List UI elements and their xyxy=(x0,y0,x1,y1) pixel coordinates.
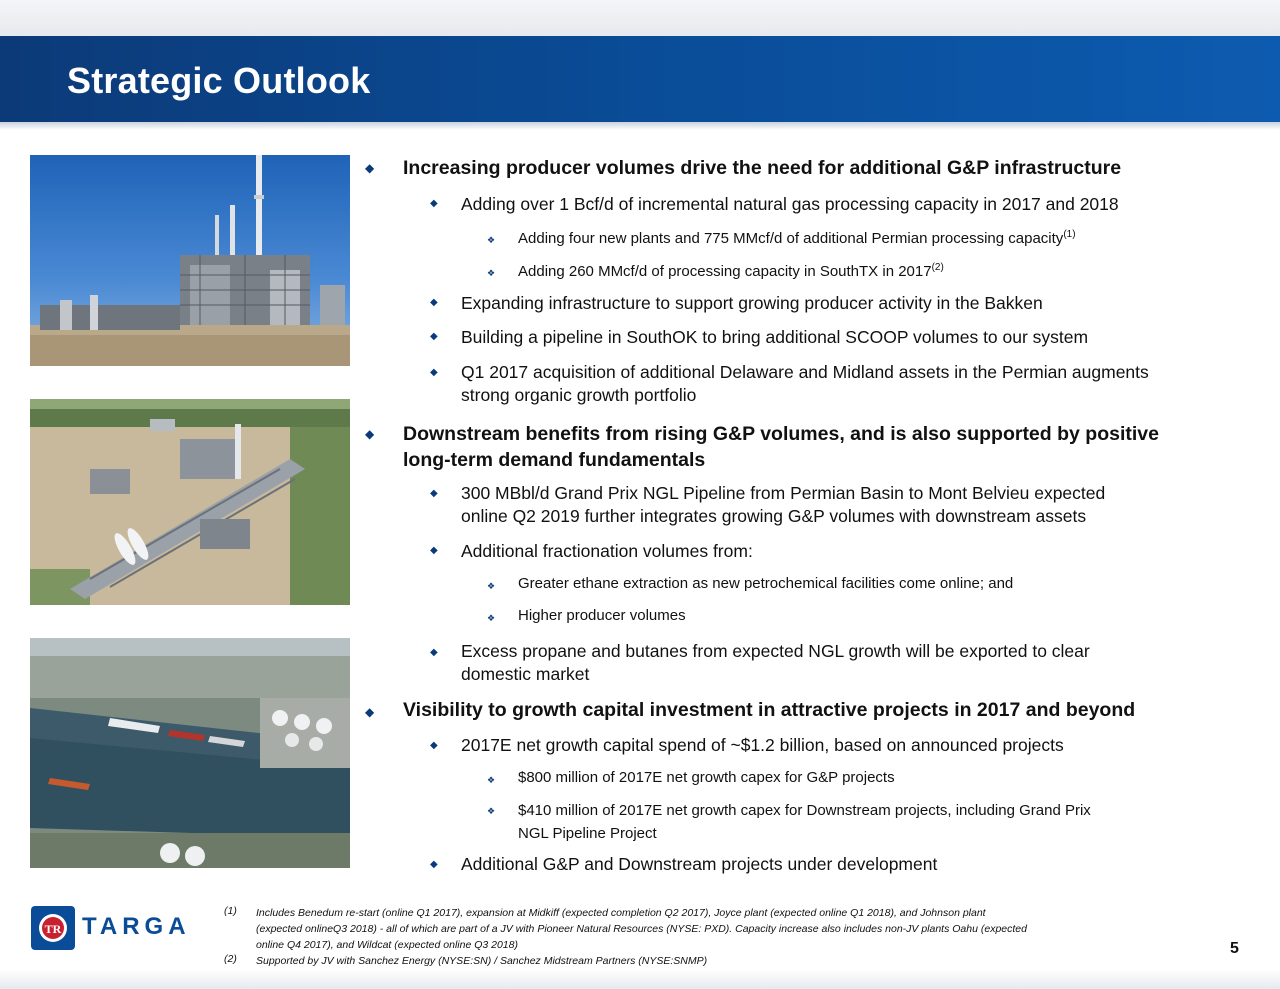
bullet-line: $410 million of 2017E net growth capex for Downstream projects, including Grand Prix xyxy=(518,802,1091,819)
sub-bullet-downstream-capex xyxy=(518,799,1091,845)
bullet-line: Q1 2017 acquisition of additional Delaware and Midland assets in the Permian augments xyxy=(461,362,1149,382)
top-strip xyxy=(0,0,1280,36)
bullet-processing-capacity: Adding over 1 Bcf/d of incremental natural gas processing capacity in 2017 and 2018 xyxy=(461,194,1119,214)
sub-bullet-gp-capex: $800 million of 2017E net growth capex for G&P projects xyxy=(518,769,895,786)
bottom-bar xyxy=(0,969,1280,989)
bullet-fractionation: Additional fractionation volumes from: xyxy=(461,541,753,561)
processing-facility-aerial-photo xyxy=(30,399,350,605)
footnote-line: online Q4 2017), and Wildcat (expected online Q3 2018) xyxy=(256,939,518,951)
bullet-producer-volumes: Increasing producer volumes drive the need for additional G&P infrastructure xyxy=(403,157,1122,179)
sub-bullet-text: Adding 260 MMcf/d of processing capacity in SouthTX in 2017 xyxy=(518,263,932,280)
footnote-ref: (2) xyxy=(931,262,944,273)
banner-shadow xyxy=(0,122,1280,130)
bullet-marker: ◆ xyxy=(430,488,438,499)
bullet-marker: ◆ xyxy=(430,367,438,378)
bullet-downstream-benefits xyxy=(403,421,1159,473)
bullet-line: domestic market xyxy=(461,664,590,684)
footnote-1 xyxy=(256,905,1027,953)
sub-bullet-marker: ❖ xyxy=(487,581,496,591)
bullet-line: 300 MBbl/d Grand Prix NGL Pipeline from Permian Basin to Mont Belvieu expected xyxy=(461,483,1106,503)
sub-bullet-permian-plants xyxy=(518,229,1076,247)
sub-bullet-marker: ❖ xyxy=(487,775,496,785)
bullet-line: NGL Pipeline Project xyxy=(518,825,657,842)
sub-bullet-producer-volumes: Higher producer volumes xyxy=(518,607,686,624)
bullet-q1-acquisition xyxy=(461,361,1149,407)
bullet-marker: ◆ xyxy=(430,859,438,870)
sub-bullet-marker: ❖ xyxy=(487,806,496,816)
bullet-marker: ◆ xyxy=(430,545,438,556)
footnote-line: Includes Benedum re-start (online Q1 2017), expansion at Midkiff (expected completion Q2 2017), Joyce plant (expected online Q1 2018), and Johnson plant xyxy=(256,907,986,919)
sub-bullet-marker: ❖ xyxy=(487,235,496,245)
footnote-ref: (1) xyxy=(1063,229,1076,240)
bullet-marker: ◆ xyxy=(365,705,375,719)
logo-wordmark: TARGA xyxy=(82,913,191,940)
footnote-number: (1) xyxy=(224,905,237,917)
bullet-grand-prix-pipeline xyxy=(461,482,1105,528)
bullet-line: Excess propane and butanes from expected NGL growth will be exported to clear xyxy=(461,641,1090,661)
bullet-propane-exports xyxy=(461,640,1090,686)
sub-bullet-text: Adding four new plants and 775 MMcf/d of additional Permian processing capacity xyxy=(518,230,1064,247)
footnote-2: Supported by JV with Sanchez Energy (NYSE:SN) / Sanchez Midstream Partners (NYSE:SNMP) xyxy=(256,955,708,967)
footnote-number: (2) xyxy=(224,953,237,965)
bullet-line: long-term demand fundamentals xyxy=(403,449,706,471)
bullet-marker: ◆ xyxy=(365,427,375,441)
bullet-southok-pipeline: Building a pipeline in SouthOK to bring additional SCOOP volumes to our system xyxy=(461,327,1089,347)
bullet-marker: ◆ xyxy=(430,740,438,751)
sub-bullet-marker: ❖ xyxy=(487,613,496,623)
sub-bullet-marker: ❖ xyxy=(487,268,496,278)
targa-logo xyxy=(30,905,200,953)
gas-processing-plant-photo xyxy=(30,155,350,366)
sub-bullet-southtx xyxy=(518,262,944,280)
bullet-capital-spend: 2017E net growth capital spend of ~$1.2 billion, based on announced projects xyxy=(461,735,1064,755)
slide-title: Strategic Outlook xyxy=(67,60,371,101)
marine-terminal-aerial-photo xyxy=(30,638,350,868)
bullet-marker: ◆ xyxy=(430,331,438,342)
bullet-bakken: Expanding infrastructure to support growing producer activity in the Bakken xyxy=(461,293,1043,313)
bullet-projects-development: Additional G&P and Downstream projects under development xyxy=(461,854,938,874)
bullet-marker: ◆ xyxy=(430,297,438,308)
bullet-growth-capital: Visibility to growth capital investment in attractive projects in 2017 and beyond xyxy=(403,699,1136,721)
page-number: 5 xyxy=(1230,940,1239,957)
bullet-line: online Q2 2019 further integrates growing G&P volumes with downstream assets xyxy=(461,506,1087,526)
footnote-line: (expected onlineQ3 2018) - all of which are part of a JV with Pioneer Natural Resources (NYSE: PXD). Capacity increase also includes non-JV plants Oahu (expected xyxy=(256,923,1027,935)
bullet-line: Downstream benefits from rising G&P volumes, and is also supported by positive xyxy=(403,423,1159,445)
bullet-marker: ◆ xyxy=(365,161,375,175)
targa-emblem-icon xyxy=(30,905,76,951)
bullet-marker: ◆ xyxy=(430,198,438,209)
bullet-marker: ◆ xyxy=(430,647,438,658)
logo-monogram: TR xyxy=(44,922,62,936)
sub-bullet-ethane: Greater ethane extraction as new petrochemical facilities come online; and xyxy=(518,575,1014,592)
bullet-line: strong organic growth portfolio xyxy=(461,385,697,405)
